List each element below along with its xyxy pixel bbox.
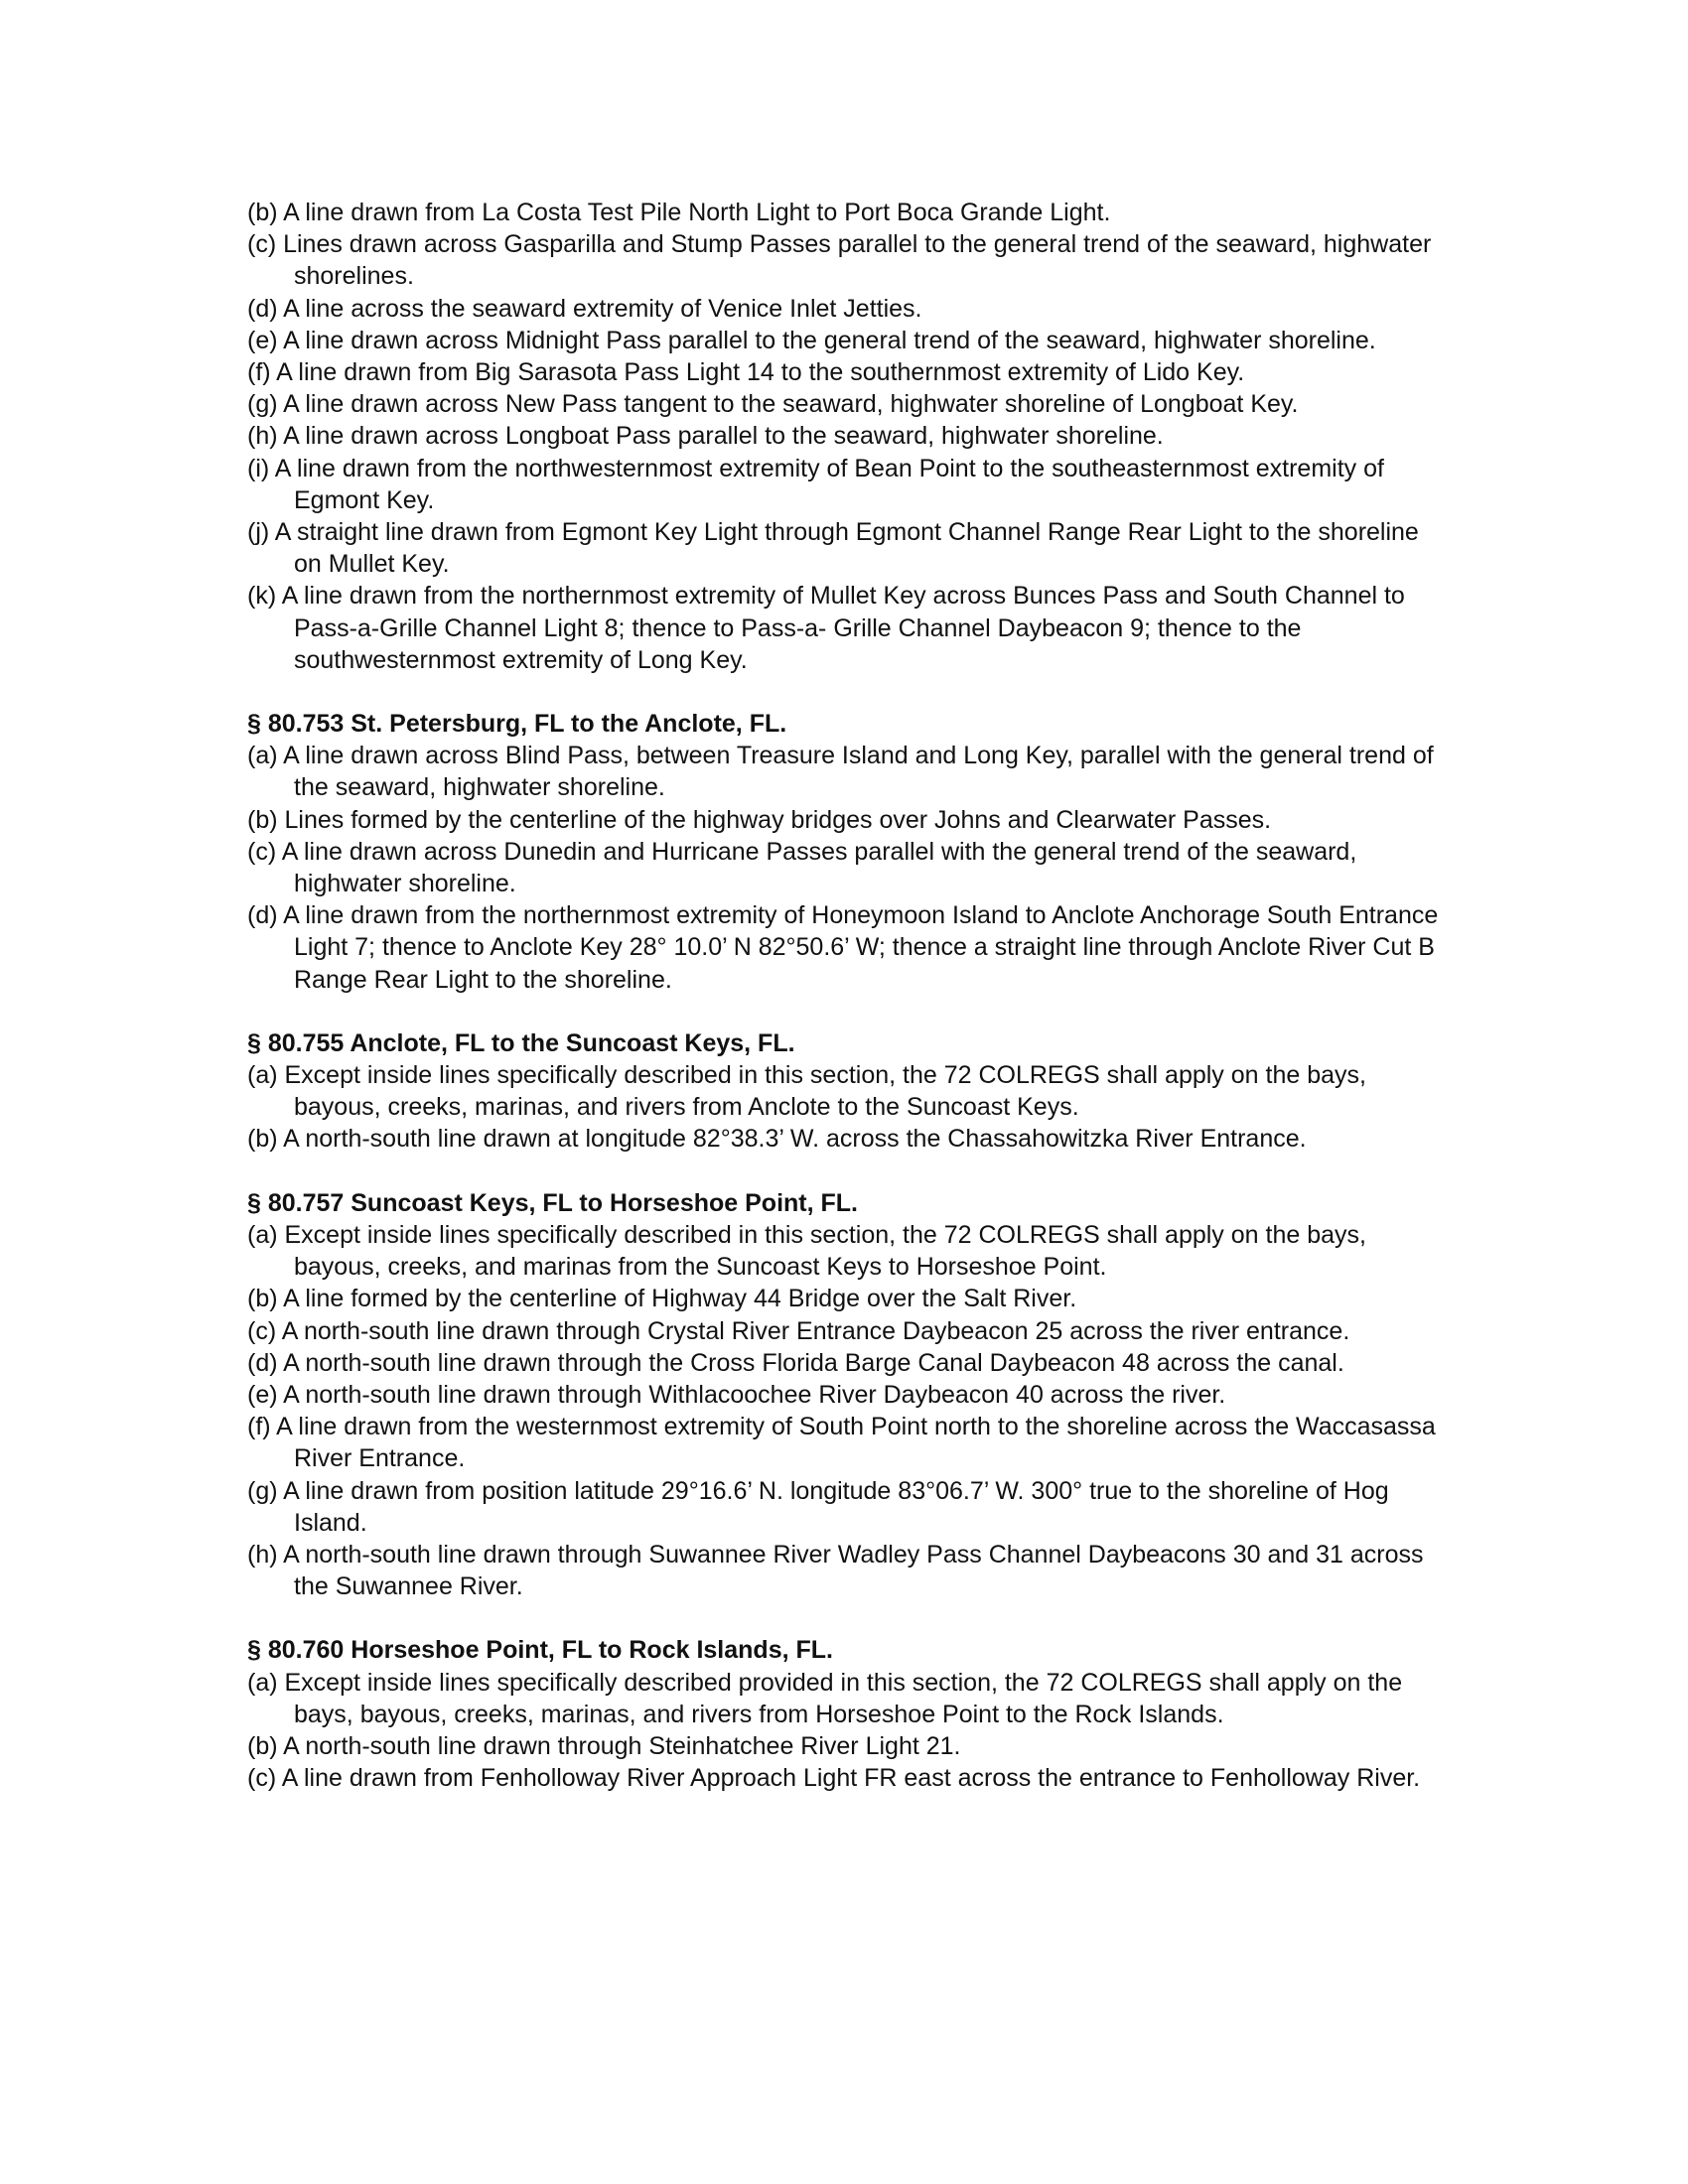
list-item: (c) Lines drawn across Gasparilla and Stump Passes parallel to the general trend of the seaward, highwater shorelines.	[247, 230, 1432, 291]
list-item: (a) Except inside lines specifically described provided in this section, the 72 COLREGS shall apply on the bays, bayous, creeks, marinas, and rivers from Horseshoe Point to the Rock Islands.	[247, 1668, 1403, 1728]
list-item: (f) A line drawn from the westernmost extremity of South Point north to the shoreline across the Waccasassa River Entrance.	[247, 1413, 1436, 1473]
list-item: (h) A line drawn across Longboat Pass parallel to the seaward, highwater shoreline.	[247, 422, 1164, 451]
section-80-755	[247, 1027, 1449, 1156]
list-item: (a) A line drawn across Blind Pass, between Treasure Island and Long Key, parallel with the general trend of the seaward, highwater shoreline.	[247, 742, 1434, 802]
list-item: (a) Except inside lines specifically described in this section, the 72 COLREGS shall apply on the bays, bayous, creeks, and marinas from the Suncoast Keys to Horseshoe Point.	[247, 1220, 1366, 1282]
section-80-753	[247, 708, 1449, 996]
list-item: (i) A line drawn from the northwesternmost extremity of Bean Point to the southeasternmost extremity of Egmont Key.	[247, 454, 1384, 514]
list-item: (e) A line drawn across Midnight Pass parallel to the general trend of the seaward, highwater shoreline.	[247, 326, 1376, 354]
list-item: (d) A north-south line drawn through the Cross Florida Barge Canal Daybeacon 48 across the canal.	[247, 1348, 1344, 1377]
list-item: (c) A line drawn from Fenholloway River Approach Light FR east across the entrance to Fenholloway River.	[247, 1764, 1421, 1793]
list-item: (c) A line drawn across Dunedin and Hurricane Passes parallel with the general trend of the seaward, highwater shoreline.	[247, 837, 1357, 898]
list-item: (b) A line formed by the centerline of Highway 44 Bridge over the Salt River.	[247, 1285, 1077, 1313]
section-80-757	[247, 1187, 1449, 1603]
document-page	[247, 197, 1449, 1794]
list-item: (d) A line drawn from the northernmost extremity of Honeymoon Island to Anclote Anchorage South Entrance Light 7; thence to Anclote Key 28° 10.0’ N 82°50.6’ W; thence a straight line through Anclote River Cut B Range Rear Light to the shoreline.	[247, 901, 1439, 994]
section-heading: § 80.755 Anclote, FL to the Suncoast Keys, FL.	[247, 1028, 795, 1057]
list-item: (k) A line drawn from the northernmost extremity of Mullet Key across Bunces Pass and South Channel to Pass-a-Grille Channel Light 8; thence to Pass-a- Grille Channel Daybeacon 9; thence to the southwesternmost extremity of Long Key.	[247, 582, 1405, 674]
section-heading: § 80.757 Suncoast Keys, FL to Horseshoe Point, FL.	[247, 1188, 858, 1217]
list-item: (g) A line drawn from position latitude 29°16.6’ N. longitude 83°06.7’ W. 300° true to the shoreline of Hog Island.	[247, 1476, 1389, 1537]
section-80-760	[247, 1634, 1449, 1794]
list-item: (b) Lines formed by the centerline of the highway bridges over Johns and Clearwater Passes.	[247, 805, 1272, 834]
list-item: (b) A line drawn from La Costa Test Pile North Light to Port Boca Grande Light.	[247, 199, 1111, 226]
section-heading: § 80.760 Horseshoe Point, FL to Rock Islands, FL.	[247, 1636, 833, 1665]
list-item: (g) A line drawn across New Pass tangent to the seaward, highwater shoreline of Longboat Key.	[247, 390, 1299, 419]
list-item: (d) A line across the seaward extremity of Venice Inlet Jetties.	[247, 294, 922, 323]
list-item: (e) A north-south line drawn through Withlacoochee River Daybeacon 40 across the river.	[247, 1380, 1226, 1409]
list-item: (j) A straight line drawn from Egmont Key Light through Egmont Channel Range Rear Light to the shoreline on Mullet Key.	[247, 518, 1419, 579]
list-item: (b) A north-south line drawn through Steinhatchee River Light 21.	[247, 1731, 961, 1760]
list-item: (c) A north-south line drawn through Crystal River Entrance Daybeacon 25 across the river entrance.	[247, 1316, 1350, 1345]
section-heading: § 80.753 St. Petersburg, FL to the Anclote, FL.	[247, 710, 787, 739]
intro-list	[247, 197, 1449, 676]
list-item: (b) A north-south line drawn at longitude 82°38.3’ W. across the Chassahowitzka River Entrance.	[247, 1125, 1307, 1154]
list-item: (f) A line drawn from Big Sarasota Pass Light 14 to the southernmost extremity of Lido Key.	[247, 358, 1245, 387]
list-item: (h) A north-south line drawn through Suwannee River Wadley Pass Channel Daybeacons 30 and 31 across the Suwannee River.	[247, 1540, 1424, 1601]
list-item: (a) Except inside lines specifically described in this section, the 72 COLREGS shall apply on the bays, bayous, creeks, marinas, and rivers from Anclote to the Suncoast Keys.	[247, 1061, 1366, 1122]
